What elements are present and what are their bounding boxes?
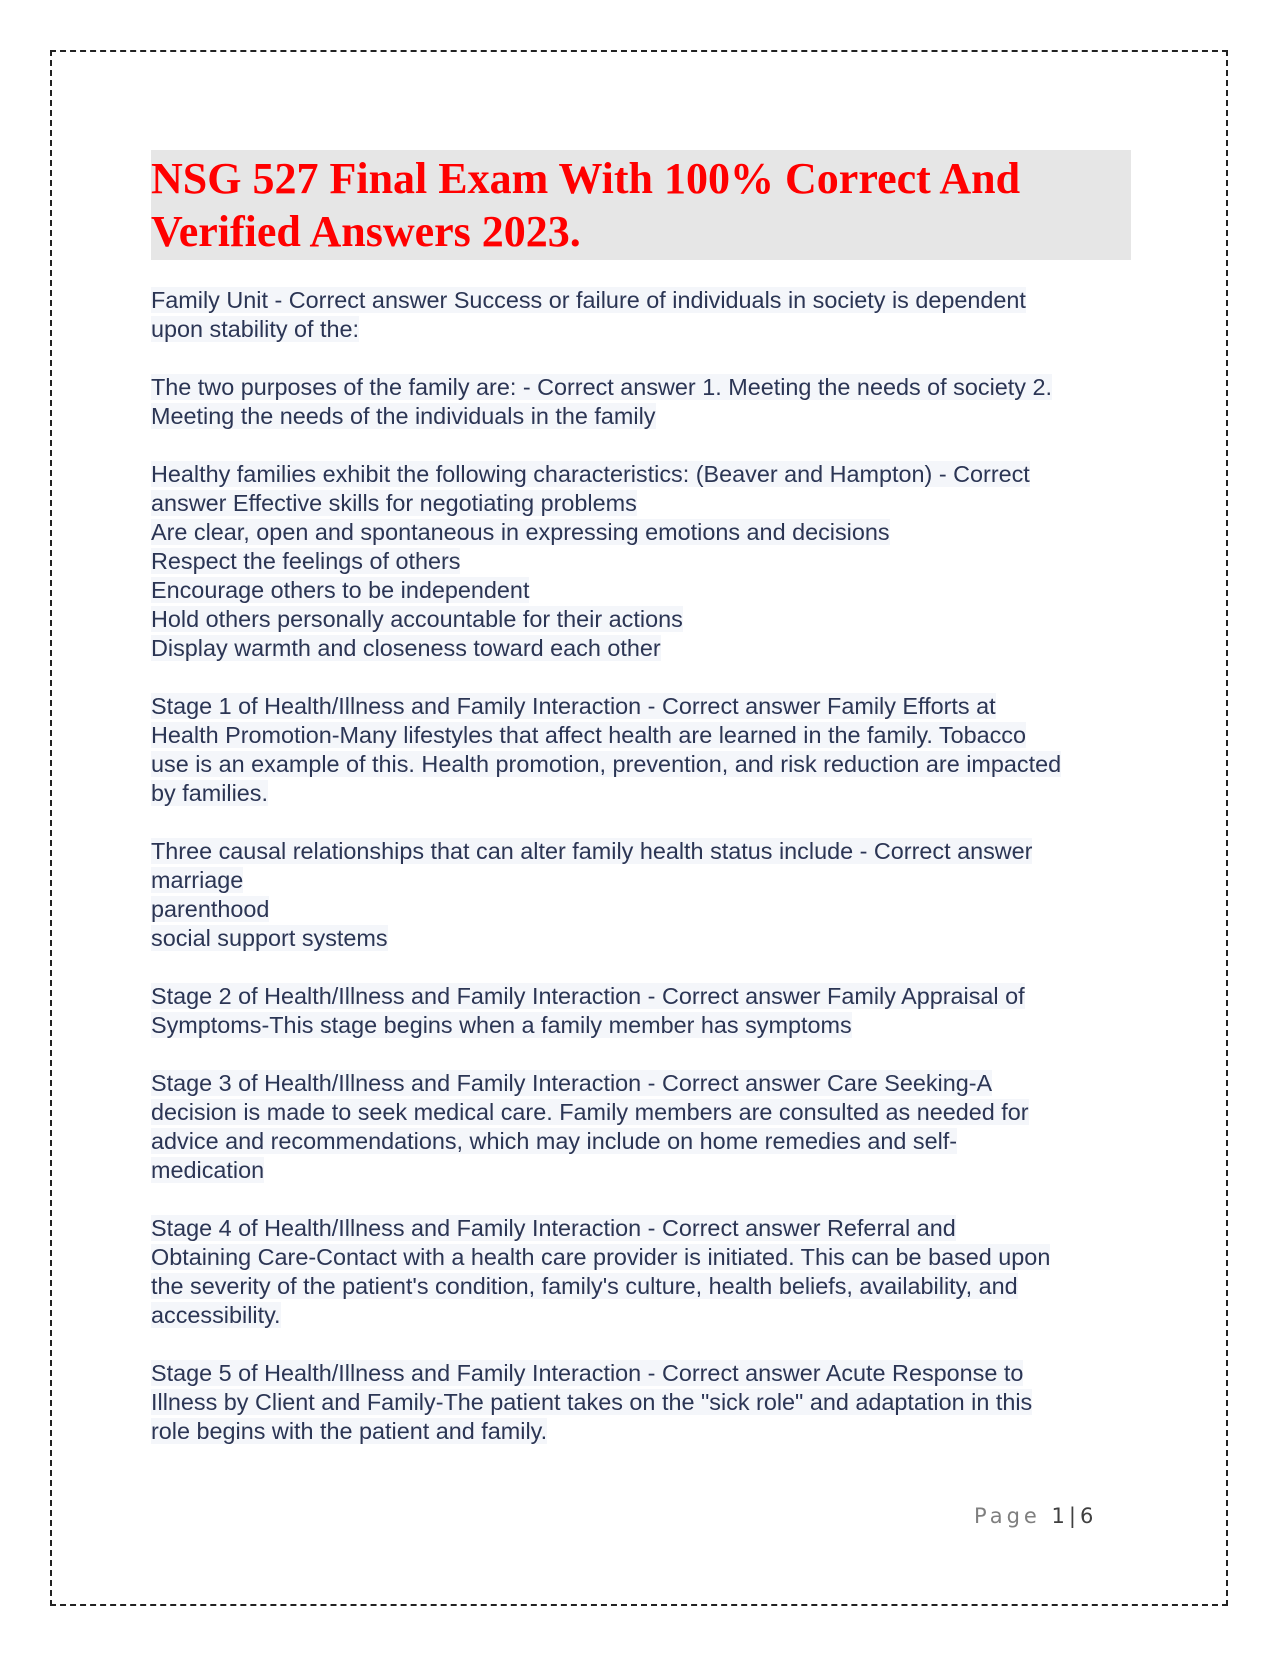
- qa-line: [151, 1301, 1131, 1330]
- title-line: Verified Answers 2023.: [151, 207, 581, 256]
- qa-line-text: role begins with the patient and family.: [151, 1418, 548, 1444]
- qa-line-text: Stage 2 of Health/Illness and Family Interaction - Correct answer Family Appraisal of: [151, 983, 1025, 1009]
- qa-line: [151, 634, 1131, 663]
- qa-line: [151, 982, 1131, 1011]
- qa-item: [151, 460, 1131, 663]
- qa-line-text: Stage 4 of Health/Illness and Family Interaction - Correct answer Referral and: [151, 1215, 956, 1241]
- qa-line: [151, 605, 1131, 634]
- qa-line: [151, 1127, 1131, 1156]
- qa-line: [151, 576, 1131, 605]
- qa-line-text: Stage 5 of Health/Illness and Family Interaction - Correct answer Acute Response to: [151, 1360, 1024, 1386]
- total-pages: 6: [1079, 1504, 1094, 1528]
- qa-item: [151, 1359, 1131, 1446]
- qa-line: [151, 1214, 1131, 1243]
- qa-line-text: Three causal relationships that can alter family health status include - Correct answer: [151, 838, 1033, 864]
- qa-line-text: accessibility.: [151, 1302, 281, 1328]
- qa-line: [151, 1359, 1131, 1388]
- qa-line-text: parenthood: [151, 896, 270, 922]
- qa-line-text: Health Promotion-Many lifestyles that affect health are learned in the family. Tobacco: [151, 722, 1027, 748]
- qa-line: [151, 315, 1131, 344]
- qa-line: [151, 924, 1131, 953]
- qa-line-text: Symptoms-This stage begins when a family member has symptoms: [151, 1012, 852, 1038]
- qa-line: [151, 837, 1131, 866]
- qa-line-text: upon stability of the:: [151, 316, 360, 342]
- qa-line: [151, 1069, 1131, 1098]
- qa-line: [151, 692, 1131, 721]
- qa-line: [151, 518, 1131, 547]
- qa-line: [151, 1272, 1131, 1301]
- qa-line-text: by families.: [151, 780, 268, 806]
- page-number: [974, 1504, 1093, 1528]
- qa-line: [151, 286, 1131, 315]
- qa-line-text: Illness by Client and Family-The patient takes on the "sick role" and adaptation in this: [151, 1389, 1033, 1415]
- qa-line: [151, 1417, 1131, 1446]
- qa-item: [151, 286, 1131, 344]
- qa-line-text: Respect the feelings of others: [151, 548, 461, 574]
- qa-line: [151, 489, 1131, 518]
- document-body: [151, 150, 1131, 1475]
- qa-line-text: Healthy families exhibit the following characteristics: (Beaver and Hampton) - Correct: [151, 461, 1030, 487]
- qa-item: [151, 837, 1131, 953]
- qa-item: [151, 1069, 1131, 1185]
- qa-line: [151, 895, 1131, 924]
- qa-line-text: Obtaining Care-Contact with a health care provider is initiated. This can be based upon: [151, 1244, 1051, 1270]
- qa-line-text: the severity of the patient's condition, family's culture, health beliefs, availability, and: [151, 1273, 1018, 1299]
- qa-line-text: decision is made to seek medical care. Family members are consulted as needed for: [151, 1099, 1029, 1125]
- qa-item: [151, 982, 1131, 1040]
- title-line: NSG 527 Final Exam With 100% Correct And: [151, 154, 1021, 203]
- qa-line-text: The two purposes of the family are: - Correct answer 1. Meeting the needs of society 2.: [151, 374, 1052, 400]
- qa-line-text: use is an example of this. Health promotion, prevention, and risk reduction are impacted: [151, 751, 1062, 777]
- qa-line-text: Display warmth and closeness toward each other: [151, 635, 661, 661]
- qa-line: [151, 1243, 1131, 1272]
- document-title: [151, 152, 1131, 258]
- qa-line-text: Are clear, open and spontaneous in expressing emotions and decisions: [151, 519, 890, 545]
- qa-item: [151, 373, 1131, 431]
- qa-line: [151, 547, 1131, 576]
- title-block: [151, 150, 1131, 260]
- qa-line-text: medication: [151, 1157, 265, 1183]
- qa-list: [151, 286, 1131, 1446]
- qa-line: [151, 373, 1131, 402]
- qa-line-text: Meeting the needs of the individuals in the family: [151, 403, 656, 429]
- qa-line-text: Family Unit - Correct answer Success or failure of individuals in society is dependent: [151, 287, 1026, 313]
- qa-line-text: Stage 1 of Health/Illness and Family Interaction - Correct answer Family Efforts at: [151, 693, 996, 719]
- qa-line: [151, 866, 1131, 895]
- qa-line: [151, 1011, 1131, 1040]
- qa-line-text: Stage 3 of Health/Illness and Family Interaction - Correct answer Care Seeking-A: [151, 1070, 993, 1096]
- qa-line-text: Encourage others to be independent: [151, 577, 530, 603]
- qa-line: [151, 1156, 1131, 1185]
- current-page: 1: [1051, 1504, 1065, 1528]
- qa-line: [151, 1388, 1131, 1417]
- page-separator: |: [1068, 1504, 1076, 1528]
- qa-line: [151, 402, 1131, 431]
- qa-item: [151, 1214, 1131, 1330]
- page-word: Page: [974, 1504, 1041, 1528]
- qa-line-text: answer Effective skills for negotiating problems: [151, 490, 637, 516]
- qa-line: [151, 721, 1131, 750]
- qa-line-text: advice and recommendations, which may include on home remedies and self-: [151, 1128, 958, 1154]
- qa-line-text: Hold others personally accountable for their actions: [151, 606, 683, 632]
- qa-line: [151, 750, 1131, 779]
- qa-line: [151, 779, 1131, 808]
- qa-line-text: social support systems: [151, 925, 388, 951]
- qa-line-text: marriage: [151, 867, 244, 893]
- qa-item: [151, 692, 1131, 808]
- qa-line: [151, 460, 1131, 489]
- qa-line: [151, 1098, 1131, 1127]
